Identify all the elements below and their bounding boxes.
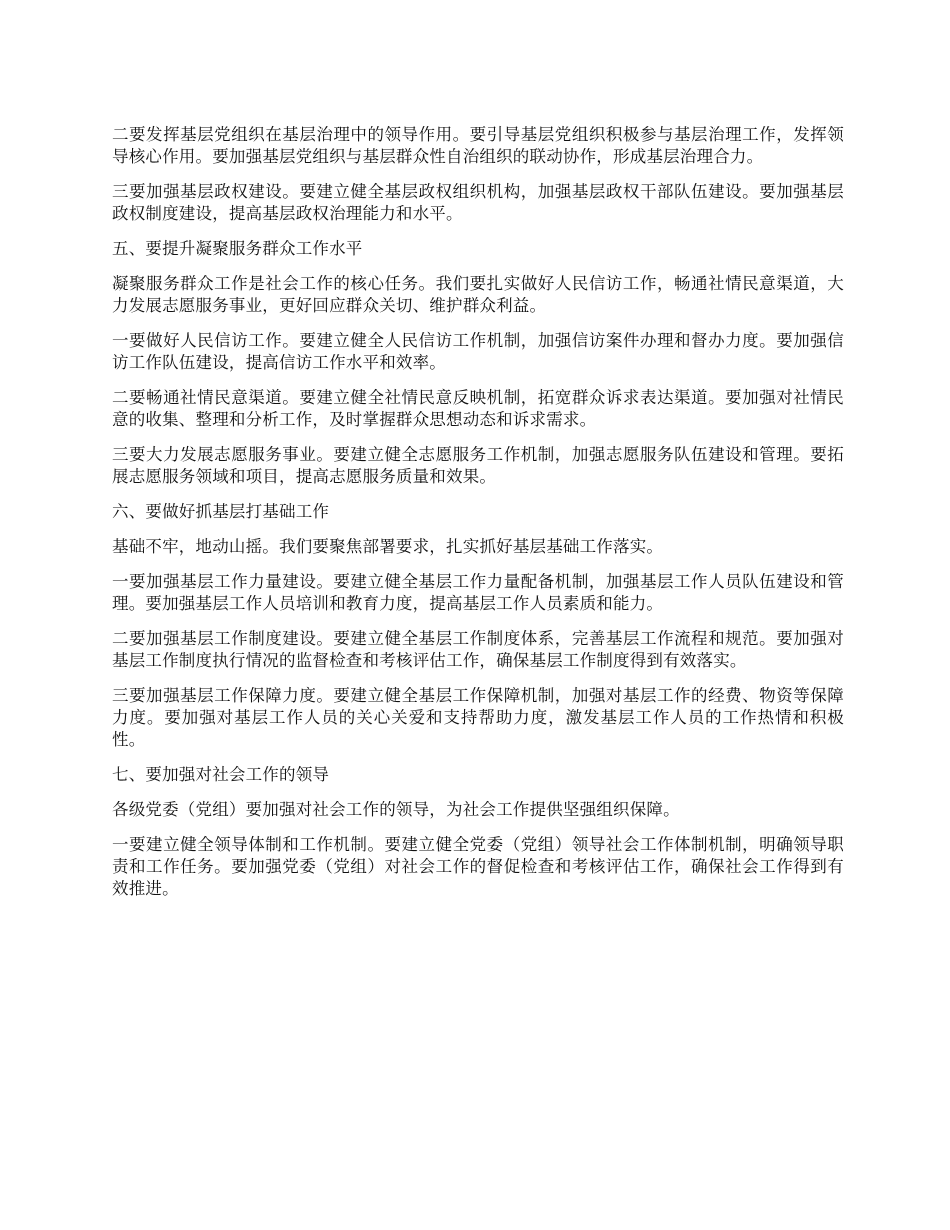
paragraph: 一要建立健全领导体制和工作机制。要建立健全党委（党组）领导社会工作体制机制，明确领导职责和工作任务。要加强党委（党组）对社会工作的督促检查和考核评估工作，确保社会工作得到有效推进。 [112, 835, 844, 898]
paragraph: 三要加强基层工作保障力度。要建立健全基层工作保障机制，加强对基层工作的经费、物资等保障力度。要加强对基层工作人员的关心关爱和支持帮助力度，激发基层工作人员的工作热情和积极性。 [112, 686, 844, 749]
paragraph: 凝聚服务群众工作是社会工作的核心任务。我们要扎实做好人民信访工作，畅通社情民意渠道，大力发展志愿服务事业，更好回应群众关切、维护群众利益。 [112, 274, 844, 315]
paragraph: 三要大力发展志愿服务事业。要建立健全志愿服务工作机制，加强志愿服务队伍建设和管理。要拓展志愿服务领域和项目，提高志愿服务质量和效果。 [112, 445, 844, 486]
paragraph: 二要加强基层工作制度建设。要建立健全基层工作制度体系，完善基层工作流程和规范。要加强对基层工作制度执行情况的监督检查和考核评估工作，确保基层工作制度得到有效落实。 [112, 629, 844, 670]
section-heading: 七、要加强对社会工作的领导 [112, 765, 330, 784]
section-heading: 五、要提升凝聚服务群众工作水平 [112, 239, 363, 258]
paragraph: 一要做好人民信访工作。要建立健全人民信访工作机制，加强信访案件办理和督办力度。要加强信访工作队伍建设，提高信访工作水平和效率。 [112, 331, 844, 372]
document-page [112, 124, 844, 913]
paragraph: 基础不牢，地动山摇。我们要聚焦部署要求，扎实抓好基层基础工作落实。 [112, 537, 664, 556]
section-heading: 六、要做好抓基层打基础工作 [112, 502, 330, 521]
paragraph: 一要加强基层工作力量建设。要建立健全基层工作力量配备机制，加强基层工作人员队伍建设和管理。要加强基层工作人员培训和教育力度，提高基层工作人员素质和能力。 [112, 572, 844, 613]
paragraph: 二要发挥基层党组织在基层治理中的领导作用。要引导基层党组织积极参与基层治理工作，发挥领导核心作用。要加强基层党组织与基层群众性自治组织的联动协作，形成基层治理合力。 [112, 125, 844, 166]
paragraph: 二要畅通社情民意渠道。要建立健全社情民意反映机制，拓宽群众诉求表达渠道。要加强对社情民意的收集、整理和分析工作，及时掌握群众思想动态和诉求需求。 [112, 388, 844, 429]
paragraph: 三要加强基层政权建设。要建立健全基层政权组织机构，加强基层政权干部队伍建设。要加强基层政权制度建设，提高基层政权治理能力和水平。 [112, 182, 844, 223]
paragraph: 各级党委（党组）要加强对社会工作的领导，为社会工作提供坚强组织保障。 [112, 800, 680, 819]
